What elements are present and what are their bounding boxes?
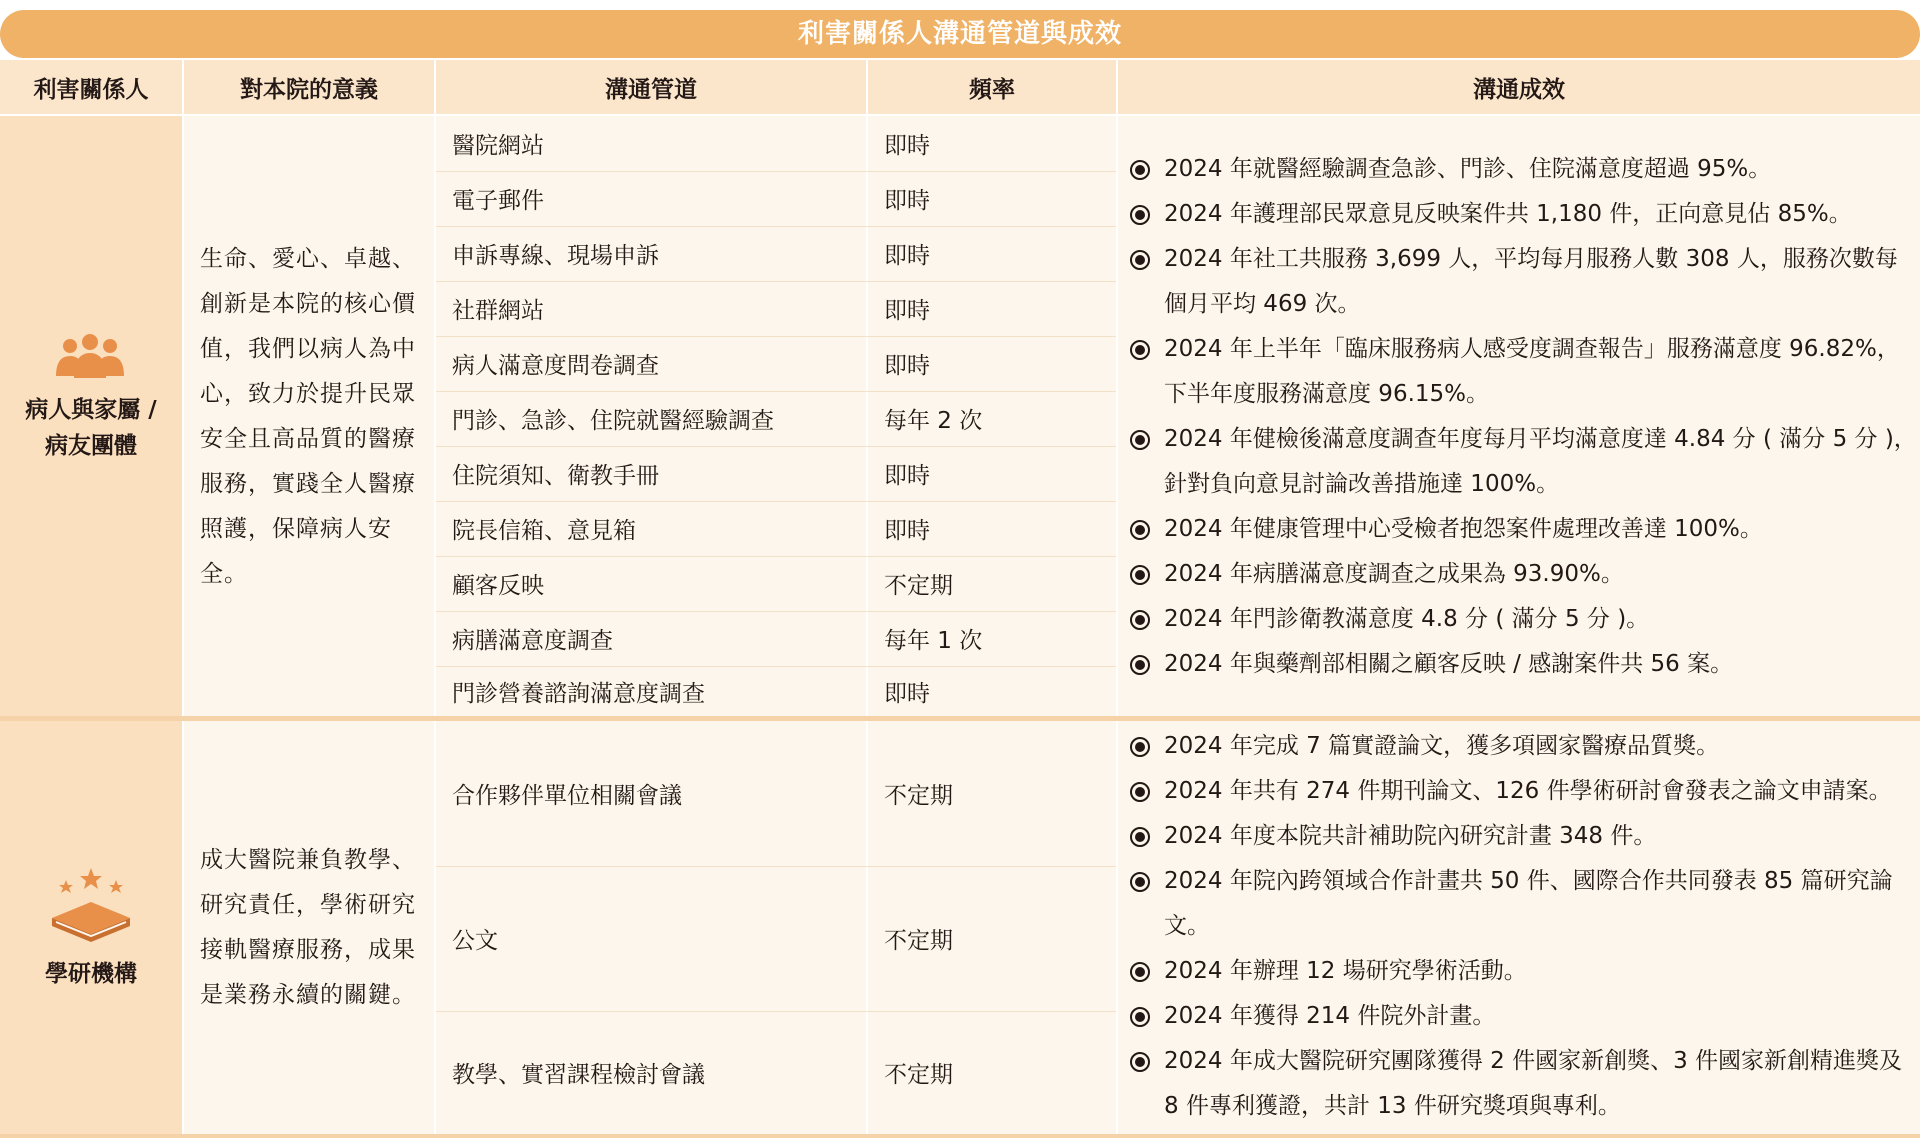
- bullet-icon: [1130, 565, 1150, 585]
- meaning-text-patients: 生命、愛心、卓越、創新是本院的核心價值，我們以病人為中心，致力於提升民眾安全且高品質的醫療服務，實踐全人醫療照護，保障病人安全。: [200, 246, 416, 587]
- bullet-icon: [1130, 160, 1150, 180]
- stakeholder-label: 病友團體: [45, 433, 137, 459]
- channel-name: 顧客反映: [452, 573, 544, 599]
- list-item: [1128, 507, 1918, 552]
- bullet-icon: [1130, 430, 1150, 450]
- channel-frequency: 即時: [884, 463, 930, 489]
- channel-name: 住院須知、衛教手冊: [452, 463, 659, 489]
- bullet-icon: [1130, 962, 1150, 982]
- list-item: [1128, 417, 1918, 507]
- list-item: [1128, 597, 1918, 642]
- row-separator: [0, 716, 1920, 721]
- bullet-icon: [1130, 827, 1150, 847]
- channel-name: 門診營養諮詢滿意度調查: [452, 680, 705, 707]
- outcome-text: 2024 年門診衛教滿意度 4.8 分 ( 滿分 5 分 )。: [1164, 606, 1650, 632]
- bullet-icon: [1130, 782, 1150, 802]
- outcome-text: 2024 年社工共服務 3,699 人，平均每月服務人數 308 人，服務次數每個月平均 469 次。: [1164, 246, 1898, 317]
- table-bottom-border: [0, 1134, 1920, 1138]
- outcome-text: 2024 年病膳滿意度調查之成果為 93.90%。: [1164, 561, 1624, 587]
- list-item: [1128, 642, 1918, 687]
- outcome-text: 2024 年與藥劑部相關之顧客反映 / 感謝案件共 56 案。: [1164, 651, 1734, 677]
- outcome-text: 2024 年健康管理中心受檢者抱怨案件處理改善達 100%。: [1164, 516, 1763, 542]
- outcome-text: 2024 年上半年「臨床服務病人感受度調查報告」服務滿意度 96.82%，下半年度服務滿意度 96.15%。: [1164, 336, 1900, 407]
- table-title: 利害關係人溝通管道與成效: [0, 10, 1920, 58]
- outcome-text: 2024 年成大醫院研究團隊獲得 2 件國家新創獎、3 件國家新創精進獎及 8 件專利獲證，共計 13 件研究獎項與專利。: [1164, 1048, 1903, 1119]
- outcome-text: 2024 年院內跨領域合作計畫共 50 件、國際合作共同發表 85 篇研究論文。: [1164, 868, 1893, 939]
- list-item: [1128, 237, 1918, 327]
- channel-frequency: 不定期: [884, 783, 953, 809]
- list-item: [1128, 147, 1918, 192]
- channel-name: 公文: [452, 928, 498, 954]
- channel-frequency: 即時: [884, 133, 930, 159]
- outcome-text: 2024 年健檢後滿意度調查年度每月平均滿意度達 4.84 分 ( 滿分 5 分 )，針對負向意見討論改善措施達 100%。: [1164, 426, 1917, 497]
- outcome-list-academic: [1128, 724, 1918, 1129]
- channel-name: 合作夥伴單位相關會議: [452, 783, 682, 809]
- bullet-icon: [1130, 610, 1150, 630]
- channel-frequency: 即時: [884, 518, 930, 544]
- channel-name: 門診、急診、住院就醫經驗調查: [452, 408, 774, 434]
- channel-frequency: 不定期: [884, 1062, 953, 1088]
- meaning-text-academic: 成大醫院兼負教學、研究責任，學術研究接軌醫療服務，成果是業務永續的關鍵。: [200, 847, 416, 1008]
- header-outcome: 溝通成效: [1118, 60, 1920, 114]
- bullet-icon: [1130, 250, 1150, 270]
- academic-book-icon: [46, 866, 136, 946]
- list-item: [1128, 994, 1918, 1039]
- stakeholder-name-patients: [0, 392, 182, 464]
- bullet-icon: [1130, 205, 1150, 225]
- outcome-text: 2024 年就醫經驗調查急診、門診、住院滿意度超過 95%。: [1164, 156, 1772, 182]
- list-item: [1128, 859, 1918, 949]
- channel-frequency: 即時: [884, 298, 930, 324]
- channel-frequency: 不定期: [884, 573, 953, 599]
- outcome-text: 2024 年共有 274 件期刊論文、126 件學術研討會發表之論文申請案。: [1164, 778, 1892, 804]
- outcome-list-patients: [1128, 147, 1918, 687]
- outcome-text: 2024 年度本院共計補助院內研究計畫 348 件。: [1164, 823, 1657, 849]
- bullet-icon: [1130, 1052, 1150, 1072]
- list-item: [1128, 769, 1918, 814]
- channel-name: 電子郵件: [452, 188, 544, 214]
- outcome-text: 2024 年獲得 214 件院外計畫。: [1164, 1003, 1496, 1029]
- bullet-icon: [1130, 872, 1150, 892]
- outcome-text: 2024 年辦理 12 場研究學術活動。: [1164, 958, 1527, 984]
- bullet-icon: [1130, 737, 1150, 757]
- bullet-icon: [1130, 655, 1150, 675]
- list-item: [1128, 949, 1918, 994]
- list-item: [1128, 327, 1918, 417]
- header-channel: 溝通管道: [436, 60, 866, 114]
- channel-frequency: 不定期: [884, 928, 953, 954]
- stakeholder-name-academic: 學研機構: [45, 961, 137, 987]
- channel-frequency: 即時: [884, 188, 930, 214]
- channel-frequency: 即時: [884, 680, 930, 707]
- people-icon: [50, 332, 130, 382]
- channel-frequency: 即時: [884, 243, 930, 269]
- channel-name: 病膳滿意度調查: [452, 628, 613, 654]
- channel-name: 社群網站: [452, 298, 544, 324]
- bullet-icon: [1130, 1007, 1150, 1027]
- bullet-icon: [1130, 520, 1150, 540]
- channel-name: 病人滿意度問卷調查: [452, 353, 659, 379]
- header-stakeholder: 利害關係人: [0, 60, 182, 114]
- outcome-text: 2024 年護理部民眾意見反映案件共 1,180 件，正向意見佔 85%。: [1164, 201, 1852, 227]
- list-item: [1128, 724, 1918, 769]
- list-item: [1128, 552, 1918, 597]
- list-item: [1128, 814, 1918, 859]
- bullet-icon: [1130, 340, 1150, 360]
- stakeholder-label: 病人與家屬 /: [25, 397, 157, 423]
- channel-frequency: 每年 2 次: [884, 408, 983, 434]
- list-item: [1128, 192, 1918, 237]
- channel-name: 院長信箱、意見箱: [452, 518, 636, 544]
- channel-name: 教學、實習課程檢討會議: [452, 1062, 705, 1088]
- list-item: [1128, 1039, 1918, 1129]
- channel-name: 醫院網站: [452, 133, 544, 159]
- header-frequency: 頻率: [868, 60, 1116, 114]
- channel-frequency: 每年 1 次: [884, 628, 983, 654]
- channel-name: 申訴專線、現場申訴: [452, 243, 659, 269]
- channel-frequency: 即時: [884, 353, 930, 379]
- outcome-text: 2024 年完成 7 篇實證論文，獲多項國家醫療品質獎。: [1164, 733, 1720, 759]
- row-divider: [436, 866, 1116, 867]
- header-meaning: 對本院的意義: [184, 60, 434, 114]
